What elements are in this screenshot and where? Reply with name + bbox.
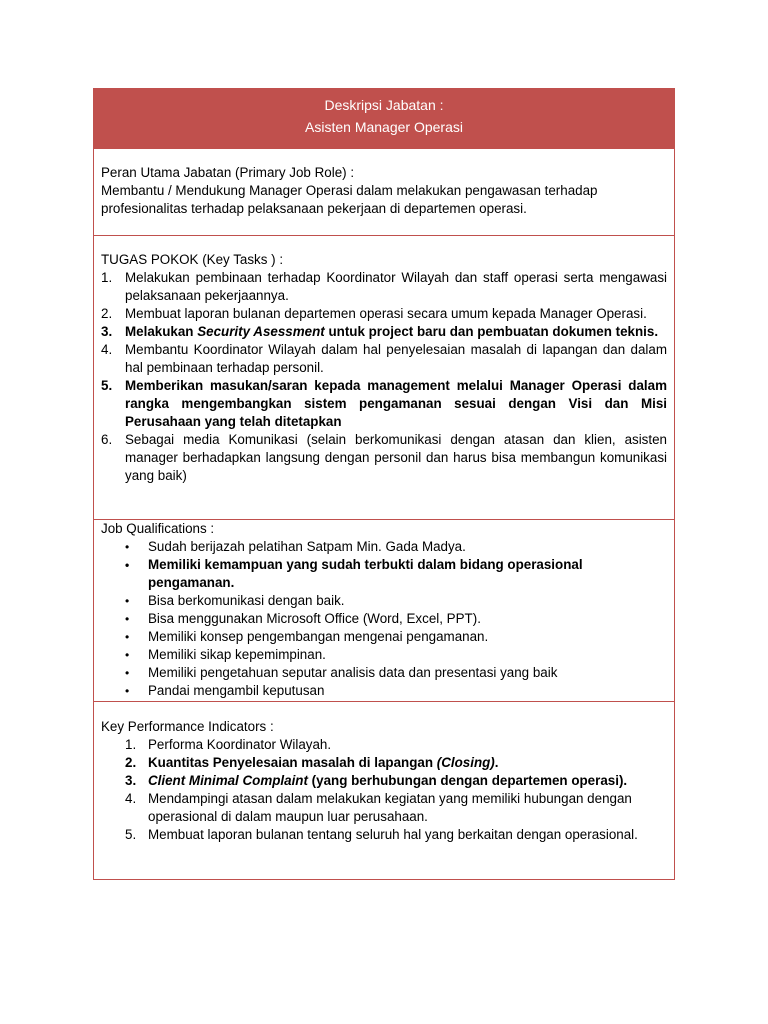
list-item bbox=[101, 682, 667, 700]
job-qualifications-section bbox=[94, 520, 674, 702]
kpi-section bbox=[94, 702, 674, 879]
list-number: 3. bbox=[125, 773, 137, 788]
list-item-text: Mendampingi atasan dalam melakukan kegiatan yang memiliki hubungan dengan operasional di dalam maupun luar perusahaan. bbox=[148, 791, 632, 824]
list-item-text: Memberikan masukan/saran kepada management melalui Manager Operasi dalam rangka mengembangkan sistem pengamanan sesuai dengan Visi dan Misi Perusahaan yang telah ditetapkan bbox=[125, 378, 667, 429]
bullet-icon: • bbox=[125, 612, 130, 626]
header-line-2: Asisten Manager Operasi bbox=[305, 119, 463, 135]
primary-role-title: Peran Utama Jabatan (Primary Job Role) : bbox=[101, 165, 355, 180]
primary-role-section bbox=[94, 149, 674, 236]
list-item bbox=[101, 377, 667, 431]
table-header bbox=[94, 89, 674, 149]
header-line-1: Deskripsi Jabatan : bbox=[324, 97, 444, 113]
job-qualifications-list bbox=[101, 538, 667, 700]
bullet-icon: • bbox=[125, 558, 130, 572]
list-number: 4. bbox=[101, 342, 113, 357]
list-item bbox=[101, 556, 667, 592]
list-item-text: Memiliki kemampuan yang sudah terbukti dalam bidang operasional pengamanan. bbox=[148, 557, 583, 590]
key-tasks-title: TUGAS POKOK (Key Tasks ) : bbox=[101, 252, 284, 267]
list-item bbox=[101, 754, 667, 772]
list-item-text: Melakukan pembinaan terhadap Koordinator Wilayah dan staff operasi serta mengawasi pelaksanaan pekerjaannya. bbox=[125, 270, 667, 303]
list-item-text: Bisa berkomunikasi dengan baik. bbox=[148, 593, 345, 608]
list-number: 3. bbox=[101, 324, 113, 339]
list-item-text-post: untuk project baru dan pembuatan dokumen teknis. bbox=[324, 324, 659, 339]
list-item-text-italic: Security Asessment bbox=[197, 324, 325, 339]
list-number: 1. bbox=[101, 270, 113, 285]
list-item-text: Sebagai media Komunikasi (selain berkomunikasi dengan atasan dan klien, asisten manager berhadapkan langsung dengan personil dan harus bisa membangun komunikasi yang baik) bbox=[125, 432, 667, 483]
list-item bbox=[101, 628, 667, 646]
list-item-text-italic: (Closing) bbox=[436, 755, 495, 770]
kpi-title: Key Performance Indicators : bbox=[101, 719, 274, 734]
list-item-text: Performa Koordinator Wilayah. bbox=[148, 737, 332, 752]
bullet-icon: • bbox=[125, 648, 130, 662]
list-number: 6. bbox=[101, 432, 113, 447]
bullet-icon: • bbox=[125, 594, 130, 608]
bullet-icon: • bbox=[125, 630, 130, 644]
list-number: 2. bbox=[125, 755, 137, 770]
kpi-list bbox=[101, 736, 667, 844]
list-item-text: Bisa menggunakan Microsoft Office (Word, Excel, PPT). bbox=[148, 611, 481, 626]
list-item-text: Membuat laporan bulanan tentang seluruh hal yang berkaitan dengan operasional. bbox=[148, 827, 638, 842]
list-item bbox=[101, 826, 667, 844]
list-item bbox=[101, 790, 667, 826]
list-item bbox=[101, 772, 667, 790]
list-item-text-italic: Client Minimal Complaint bbox=[148, 773, 308, 788]
list-item bbox=[101, 305, 667, 323]
list-item bbox=[101, 538, 667, 556]
key-tasks-list bbox=[101, 269, 667, 485]
bullet-icon: • bbox=[125, 540, 130, 554]
job-description-table bbox=[93, 88, 675, 880]
list-item-text: Pandai mengambil keputusan bbox=[148, 683, 325, 698]
list-item-text: Sudah berijazah pelatihan Satpam Min. Gada Madya. bbox=[148, 539, 466, 554]
job-qualifications-title: Job Qualifications : bbox=[101, 521, 215, 536]
list-item-text-post: (yang berhubungan dengan departemen operasi). bbox=[307, 773, 628, 788]
list-item-text: Memiliki konsep pengembangan mengenai pengamanan. bbox=[148, 629, 489, 644]
list-item bbox=[101, 592, 667, 610]
primary-role-text: Membantu / Mendukung Manager Operasi dalam melakukan pengawasan terhadap profesionalitas terhadap pelaksanaan pekerjaan di departemen operasi. bbox=[101, 183, 598, 216]
list-item-text: Memiliki sikap kepemimpinan. bbox=[148, 647, 326, 662]
list-item-text: Membuat laporan bulanan departemen operasi secara umum kepada Manager Operasi. bbox=[125, 306, 647, 321]
list-item bbox=[101, 664, 667, 682]
list-item-text: Membantu Koordinator Wilayah dalam hal penyelesaian masalah di lapangan dan dalam hal pembinaan terhadap personil. bbox=[125, 342, 667, 375]
list-item bbox=[101, 736, 667, 754]
list-number: 5. bbox=[101, 378, 113, 393]
key-tasks-section bbox=[94, 236, 674, 520]
list-number: 2. bbox=[101, 306, 113, 321]
list-item-text-pre: Kuantitas Penyelesaian masalah di lapangan bbox=[148, 755, 437, 770]
list-item bbox=[101, 431, 667, 485]
list-item bbox=[101, 610, 667, 628]
list-item bbox=[101, 323, 667, 341]
list-item-text-pre: Melakukan bbox=[125, 324, 198, 339]
bullet-icon: • bbox=[125, 666, 130, 680]
list-item-text-post: . bbox=[494, 755, 499, 770]
list-number: 5. bbox=[125, 827, 137, 842]
bullet-icon: • bbox=[125, 684, 130, 698]
list-item bbox=[101, 341, 667, 377]
list-number: 4. bbox=[125, 791, 137, 806]
list-number: 1. bbox=[125, 737, 137, 752]
list-item-text: Memiliki pengetahuan seputar analisis data dan presentasi yang baik bbox=[148, 665, 558, 680]
list-item bbox=[101, 646, 667, 664]
list-item bbox=[101, 269, 667, 305]
